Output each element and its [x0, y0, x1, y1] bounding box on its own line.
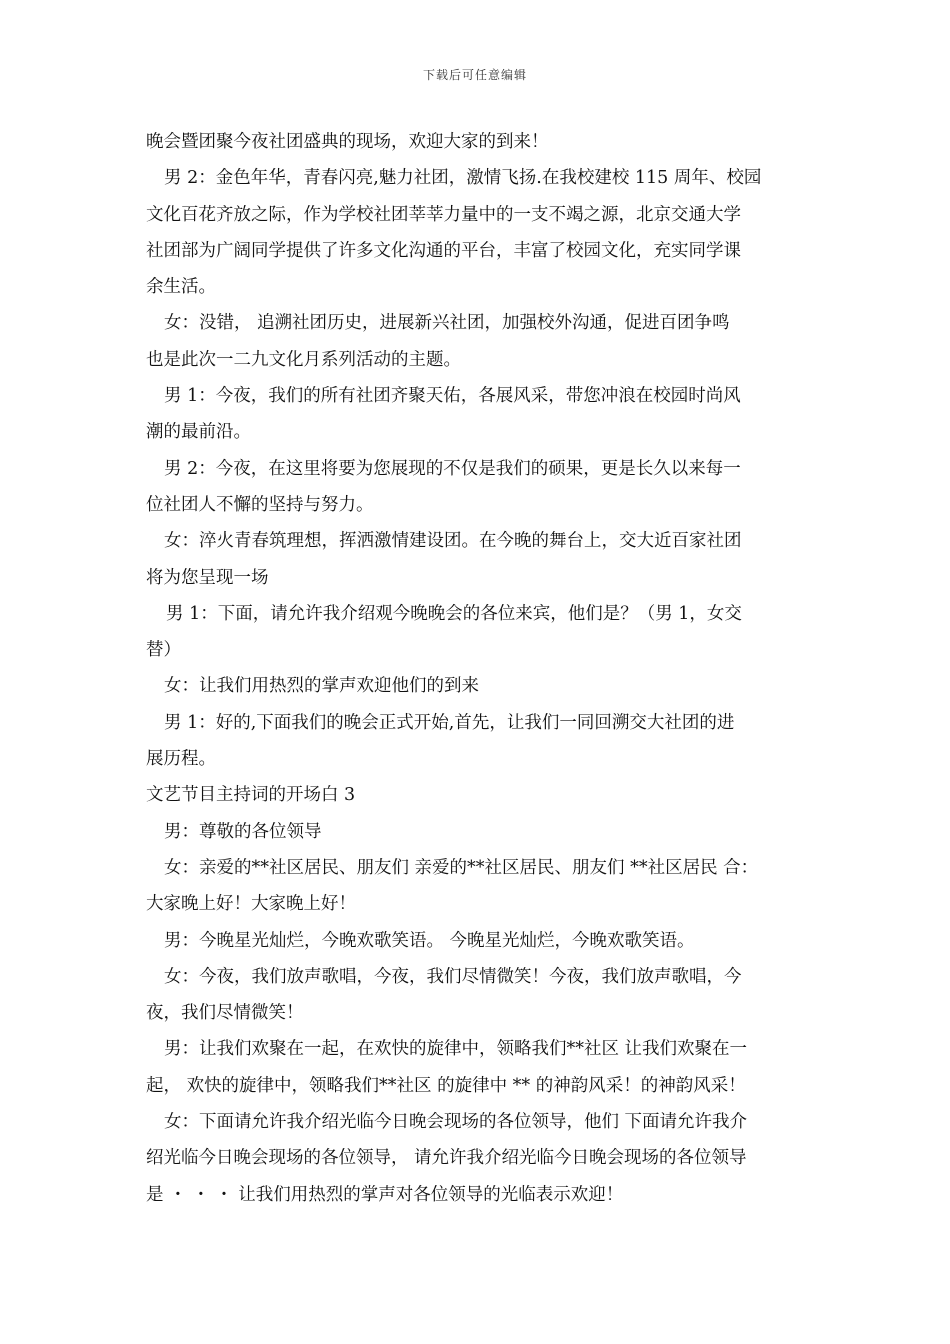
text-line: 男：让我们欢聚在一起，在欢快的旋律中，领略我们**社区 让我们欢聚在一	[164, 1039, 748, 1060]
text-line: 大家晚上好！大家晚上好！	[146, 894, 356, 915]
text-line: 替）	[146, 640, 181, 661]
text-line: 文艺节目主持词的开场白 3	[146, 785, 356, 806]
text-line: 男 1：下面，请允许我介绍观今晚晚会的各位来宾，他们是？（男 1，女交	[166, 603, 742, 624]
text-line: 女：下面请允许我介绍光临今日晚会现场的各位领导，他们 下面请允许我介	[164, 1112, 748, 1133]
text-line: 起， 欢快的旋律中，领略我们**社区 的旋律中 ** 的神韵风采！的神韵风采！	[146, 1075, 746, 1096]
text-line: 也是此次一二九文化月系列活动的主题。	[146, 349, 461, 370]
text-line: 社团部为广阔同学提供了许多文化沟通的平台，丰富了校园文化，充实同学课	[146, 240, 741, 261]
text-line: 夜，我们尽情微笑！	[146, 1003, 304, 1024]
text-line: 女：亲爱的**社区居民、朋友们 亲爱的**社区居民、朋友们 **社区居民 合：	[164, 857, 759, 878]
text-line: 女：淬火青春筑理想，挥洒激情建设团。在今晚的舞台上，交大近百家社团	[164, 531, 742, 552]
text-line: 男：今晚星光灿烂，今晚欢歌笑语。 今晚星光灿烂，今晚欢歌笑语。	[164, 930, 695, 951]
text-line: 男 1：好的,下面我们的晚会正式开始,首先，让我们一同回溯交大社团的进	[164, 712, 735, 733]
text-line: 是 ・ ・ ・ 让我们用热烈的掌声对各位领导的光临表示欢迎！	[146, 1184, 624, 1205]
text-line: 余生活。	[146, 277, 216, 298]
text-line: 展历程。	[146, 749, 216, 770]
document-body	[146, 124, 810, 1213]
page-header: 下载后可任意编辑	[422, 68, 527, 82]
text-line: 文化百花齐放之际，作为学校社团莘莘力量中的一支不竭之源，北京交通大学	[146, 204, 741, 225]
text-line: 位社团人不懈的坚持与努力。	[146, 494, 374, 515]
text-line: 将为您呈现一场	[146, 567, 269, 588]
text-line: 女：没错， 追溯社团历史，进展新兴社团，加强校外沟通，促进百团争鸣	[164, 313, 730, 334]
text-line: 男 2：今夜，在这里将要为您展现的不仅是我们的硕果，更是长久以来每一	[164, 458, 741, 479]
text-line: 女：让我们用热烈的掌声欢迎他们的到来	[164, 676, 479, 697]
text-line: 男 1：今夜，我们的所有社团齐聚天佑，各展风采，带您冲浪在校园时尚风	[164, 386, 741, 407]
text-line: 潮的最前沿。	[146, 422, 251, 443]
text-line: 女：今夜，我们放声歌唱，今夜，我们尽情微笑！今夜，我们放声歌唱，今	[164, 966, 742, 987]
text-line: 男：尊敬的各位领导	[164, 821, 322, 842]
text-line: 绍光临今日晚会现场的各位领导， 请允许我介绍光临今日晚会现场的各位领导	[146, 1148, 747, 1169]
text-line: 晚会暨团聚今夜社团盛典的现场，欢迎大家的到来！	[146, 132, 549, 152]
text-line: 男 2：金色年华，青春闪亮,魅力社团，激情飞扬.在我校建校 115 周年、校园	[164, 168, 762, 189]
